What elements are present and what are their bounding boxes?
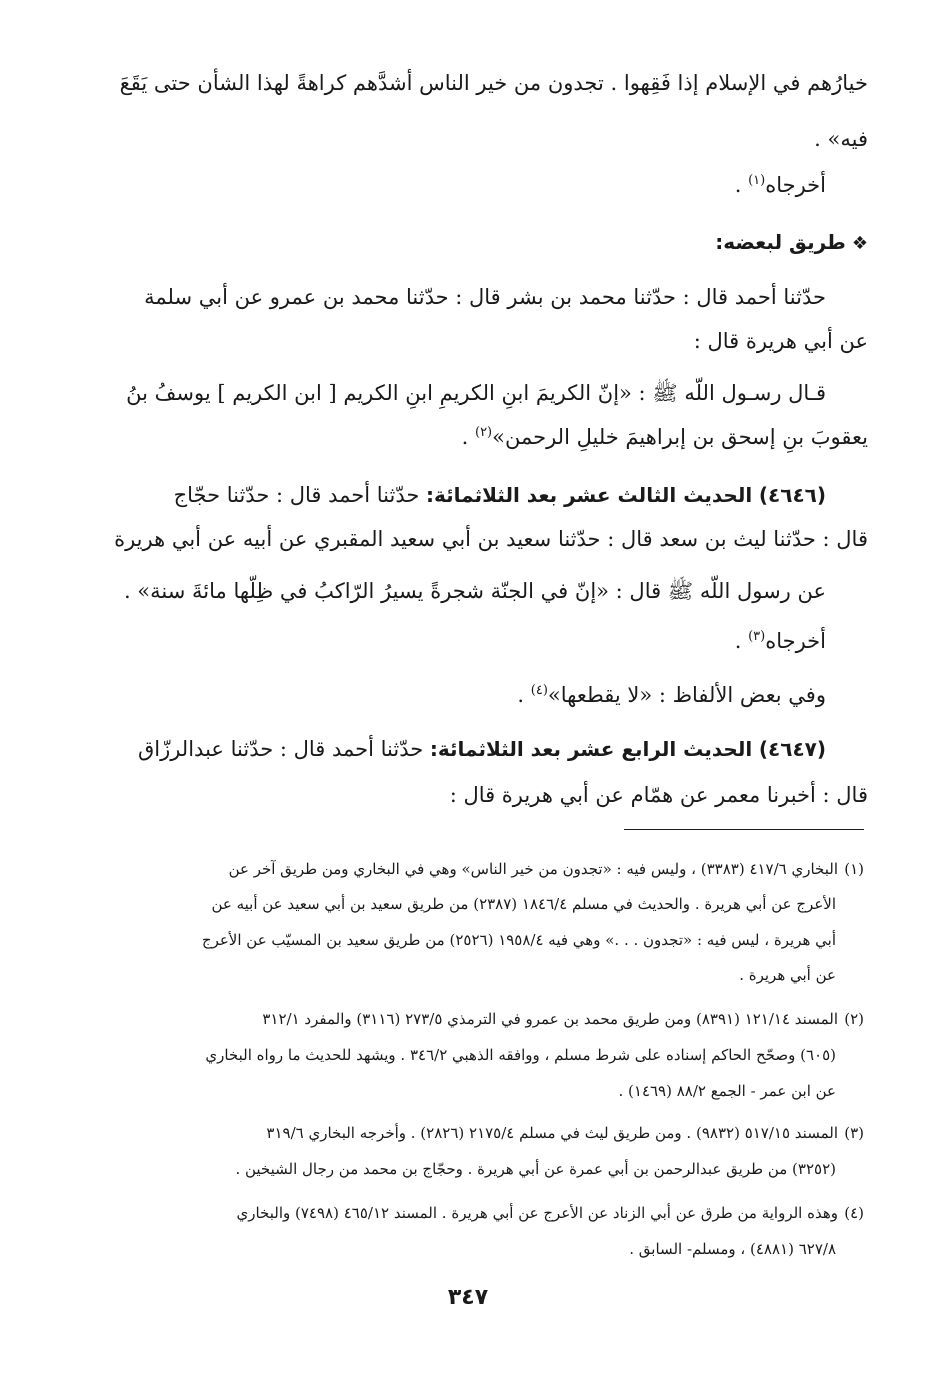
hadith-title: الحديث الرابع عشر بعد الثلاثمائة: (429, 737, 753, 761)
footnote-text: المسند ١٢١/١٤ (٨٣٩١) ومن طريق محمد بن عمرو في الترمذي ٢٧٣/٥ (٣١١٦) والمفرد ٣١٢/١ (262, 1010, 838, 1028)
paragraph-text: . (461, 425, 475, 449)
footnote-divider (624, 829, 864, 830)
paragraph-line: فيه» . (814, 127, 868, 151)
paragraph-line: قال : حدّثنا ليث بن سعد قال : حدّثنا سعيد بن أبي سعيد المقبري عن أبيه عن أبي هريرة (114, 527, 868, 551)
paragraph-text: يعقوبَ بنِ إسحق بن إبراهيمَ خليلِ الرحمن» (492, 425, 868, 449)
footnote-number: (٣) (844, 1124, 864, 1142)
paragraph-text: أخرجاه (765, 629, 826, 653)
footnote-ref: (١) (748, 173, 766, 188)
hadith-number: (٤٦٤٦) (758, 483, 826, 507)
footnote-number: (٢) (844, 1010, 864, 1028)
paragraph-text: وفي بعض الألفاظ : «لا يقطعها» (547, 683, 826, 707)
footnote-line: الأعرج عن أبي هريرة . والحديث في مسلم ١٨٤٦/٤ (٢٣٨٧) من طريق سعيد بن أبي سعيد عن أبيه عن (211, 895, 836, 913)
hadith-title: الحديث الثالث عشر بعد الثلاثمائة: (426, 483, 753, 507)
footnote-ref: (٤) (530, 683, 548, 698)
footnote-line: عن أبي هريرة . (739, 966, 836, 984)
footnote-text: المسند ٥١٧/١٥ (٩٨٣٢) . ومن طريق ليث في مسلم ٢١٧٥/٤ (٢٨٢٦) . وأخرجه البخاري ٣١٩/٦ (266, 1124, 838, 1142)
footnote-ref: (٢) (474, 425, 493, 440)
paragraph-text: . (734, 629, 749, 653)
footnote-number: (٤) (844, 1204, 864, 1222)
page-number: ٣٤٧ (447, 1285, 489, 1310)
footnote-line: عن ابن عمر - الجمع ٨٨/٢ (١٤٦٩) . (618, 1082, 836, 1100)
footnote-line: (٣٢٥٢) من طريق عبدالرحمن بن أبي عمرة عن أبي هريرة . وحجّاج بن محمد من رجال الشيخين . (235, 1160, 836, 1178)
paragraph-line: حدّثنا أحمد قال : حدّثنا محمد بن بشر قال : حدّثنا محمد بن عمرو عن أبي سلمة (144, 285, 826, 309)
hadith-number: (٤٦٤٧) (758, 737, 826, 761)
paragraph-text: حدّثنا أحمد قال : حدّثنا عبدالرزّاق (137, 737, 430, 761)
footnote-text: البخاري ٤١٧/٦ (٣٣٨٣) ، وليس فيه : «تجدون من خير الناس» وهي في البخاري ومن طريق آخر عن (228, 860, 838, 878)
paragraph-line: عن أبي هريرة قال : (693, 329, 868, 353)
hadith-heading-line (98, 480, 826, 510)
paragraph-line (98, 680, 826, 710)
section-heading-text: طريق لبعضه: (715, 230, 846, 254)
paragraph-text: . (734, 173, 749, 197)
footnote-line: (٦٠٥) وصحّح الحاكم إسناده على شرط مسلم ، ووافقه الذهبي ٣٤٦/٢ . ويشهد للحديث ما رواه البخاري (205, 1046, 836, 1064)
paragraph-line: قـال رسـول اللّه ﷺ : «إنّ الكريمَ ابنِ الكريمِ ابنِ الكريم [ ابن الكريم ] يوسفُ بنُ (126, 381, 826, 405)
citation-paragraph (98, 170, 826, 200)
footnote-line: أبي هريرة ، ليس فيه : «تجدون . . .» وهي فيه ١٩٥٨/٤ (٢٥٢٦) من طريق سعيد بن المسيّب عن الأعرج (201, 931, 836, 949)
paragraph-line: خيارُهم في الإسلام إذا فَقِهوا . تجدون من خير الناس أشدَّهم كراهةً لهذا الشأن حتى يَقَعَ (119, 71, 868, 95)
footnote-ref: (٣) (748, 629, 766, 644)
paragraph-line (98, 422, 868, 452)
diamond-icon: ❖ (851, 233, 868, 254)
paragraph-text: حدّثنا أحمد قال : حدّثنا حجّاج (173, 483, 427, 507)
section-heading (98, 228, 868, 257)
paragraph-text: . (517, 683, 531, 707)
paragraph-text: أخرجاه (765, 173, 826, 197)
footnote-line (98, 1006, 864, 1032)
citation-paragraph (98, 626, 826, 656)
footnote-line (98, 856, 864, 882)
footnote-number: (١) (844, 860, 864, 878)
hadith-heading-line (98, 734, 826, 764)
footnote-line (98, 1120, 864, 1146)
footnote-text: وهذه الرواية من طرق عن أبي الزناد عن الأعرج عن أبي هريرة . المسند ٤٦٥/١٢ (٧٤٩٨) والبخاري (236, 1204, 838, 1222)
paragraph-line: عن رسول اللّه ﷺ قال : «إنّ في الجنّة شجرةً يسيرُ الرّاكبُ في ظِلّها مائةَ سنة» . (123, 579, 826, 603)
footnote-line: ٦٢٧/٨ (٤٨٨١) ، ومسلم- السابق . (629, 1240, 836, 1258)
paragraph-line: قال : أخبرنا معمر عن همّام عن أبي هريرة قال : (449, 783, 868, 807)
footnote-line (98, 1200, 864, 1226)
